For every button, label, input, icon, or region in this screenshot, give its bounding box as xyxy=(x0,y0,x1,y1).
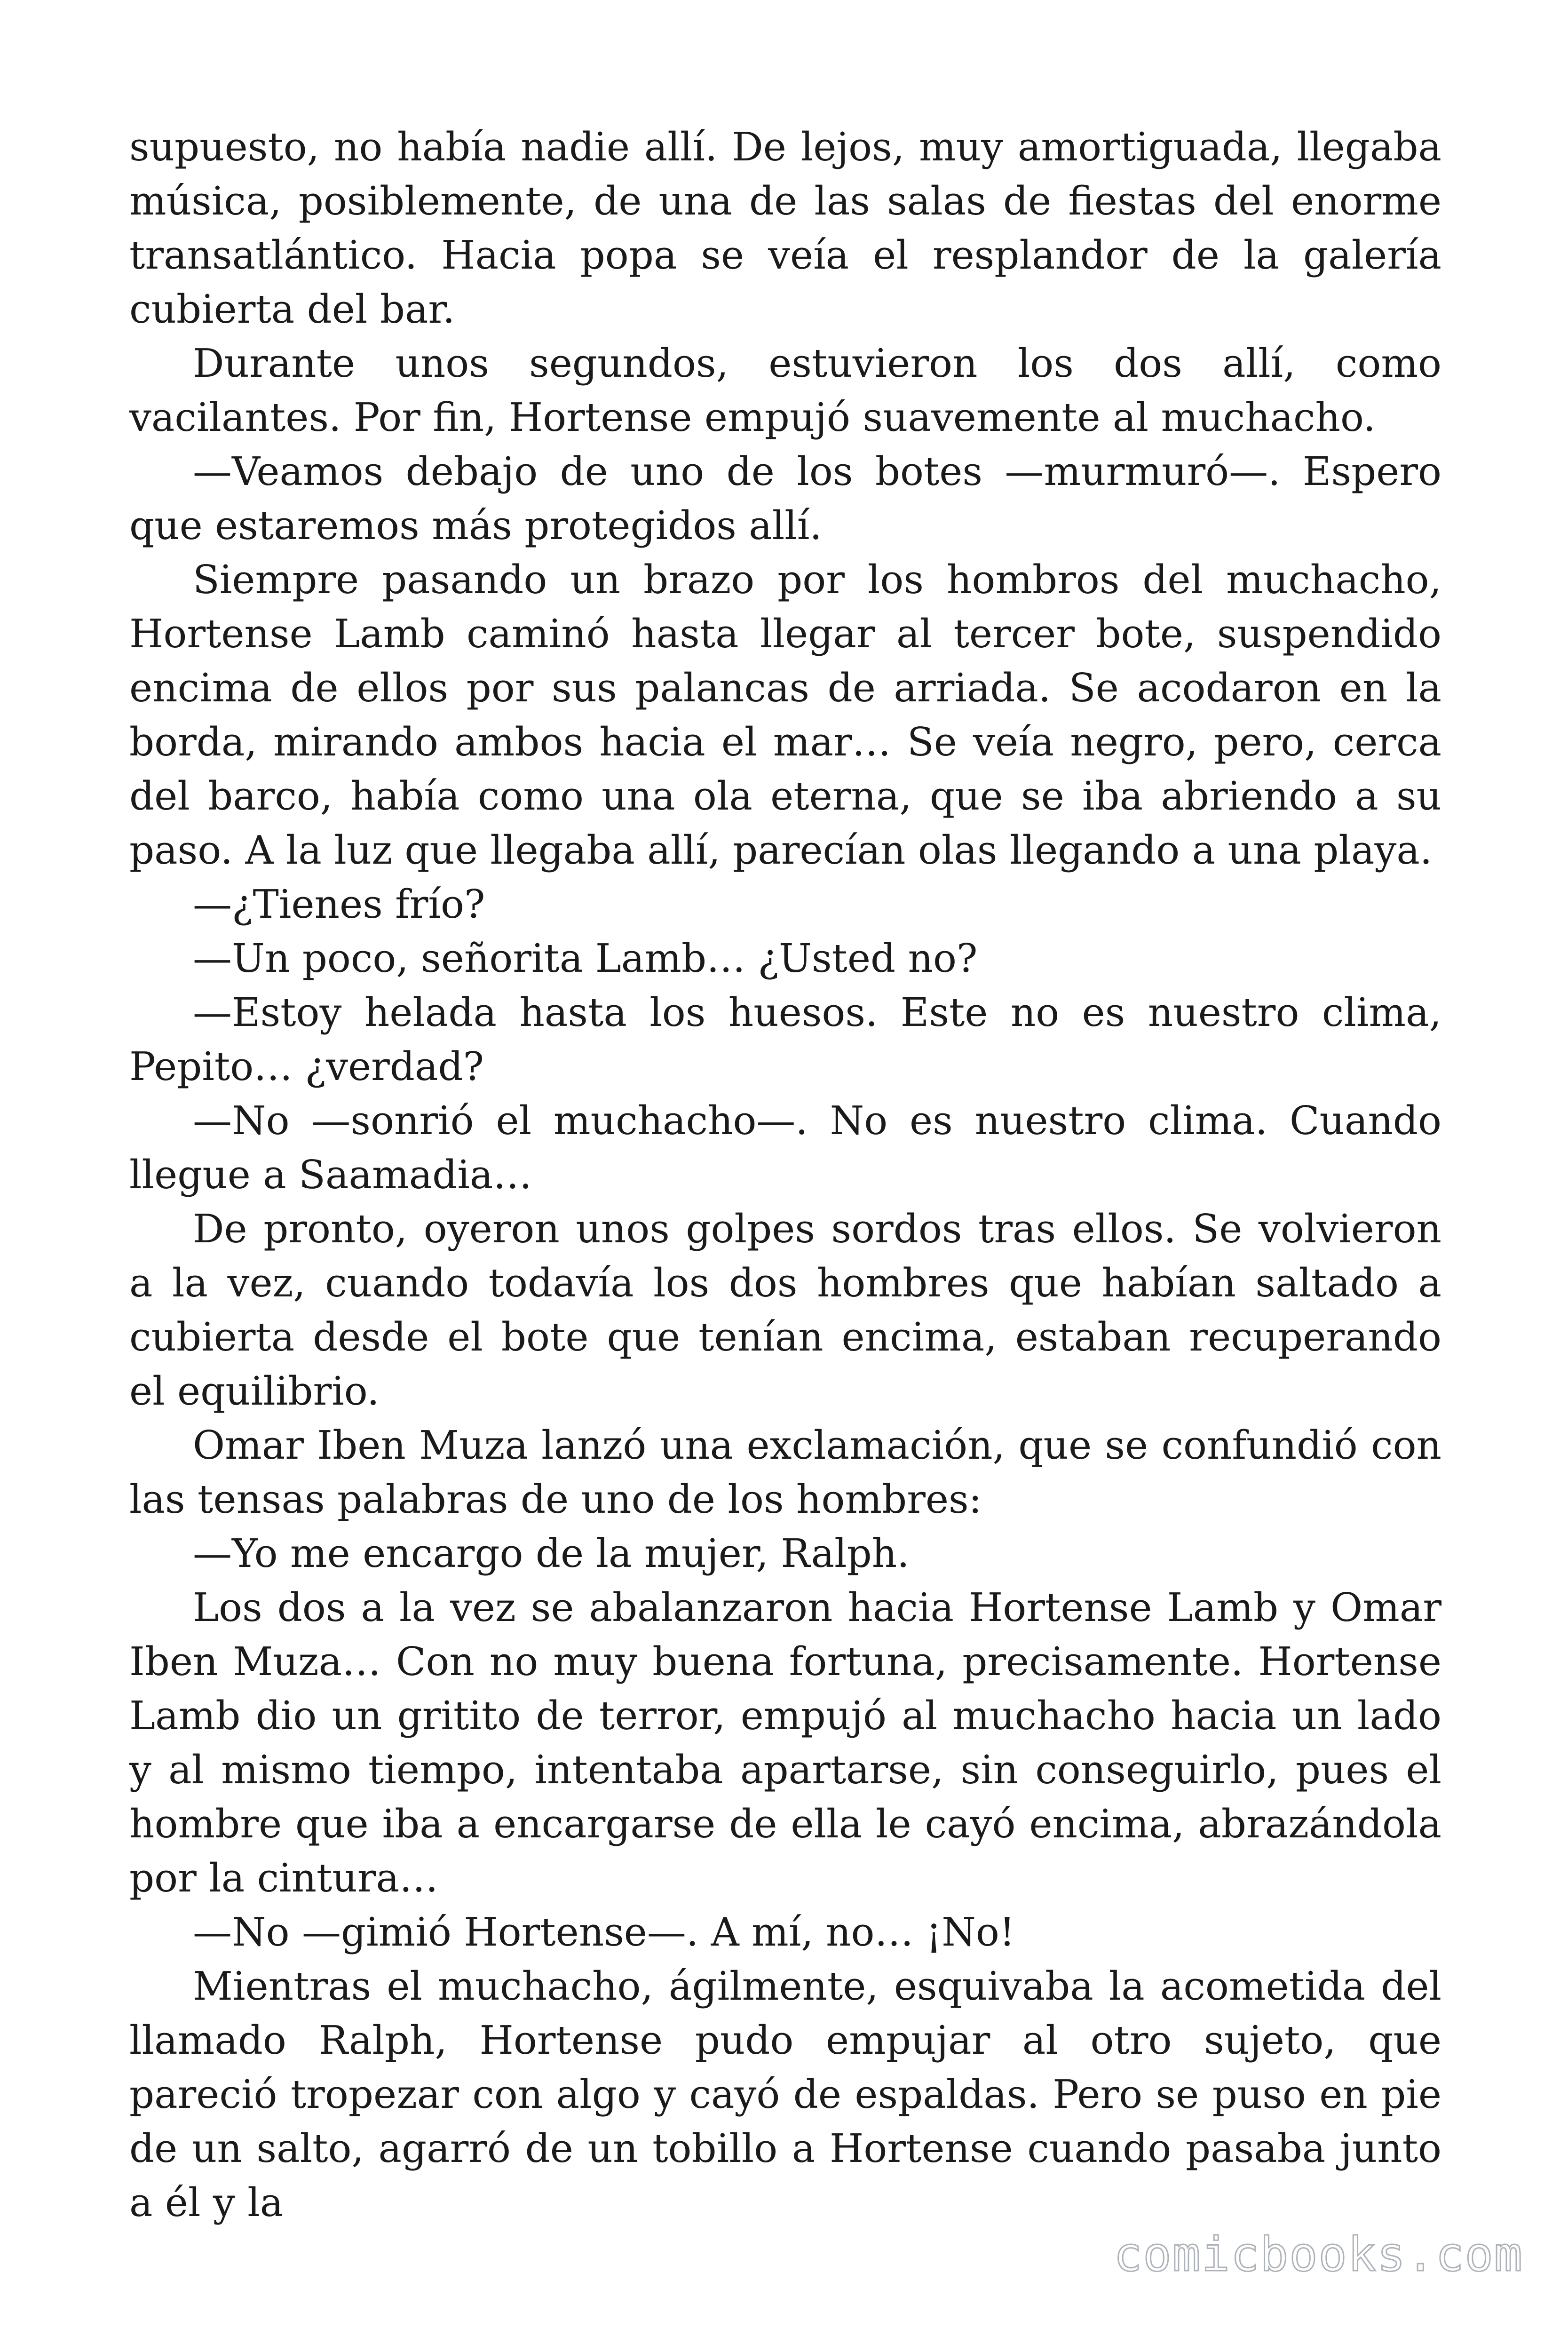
paragraph-2: Durante unos segundos, estuvieron los dos allí, como vacilantes. Por fin, Hortense empujó suavemente al muchacho. xyxy=(129,341,1441,440)
paragraph-5: —¿Tienes frío? xyxy=(193,882,485,927)
paragraph-1: supuesto, no había nadie allí. De lejos, muy amortiguada, llegaba música, posiblemente, de una de las salas de fiestas del enorme transatlántico. Hacia popa se veía el resplandor de la galería cubierta del bar. xyxy=(129,124,1441,332)
paragraph-14: Mientras el muchacho, ágilmente, esquivaba la acometida del llamado Ralph, Hortense pudo empujar al otro sujeto, que pareció tropezar con algo y cayó de espaldas. Pero se puso en pie de un salto, agarró de un tobillo a Hortense cuando pasaba junto a él y la xyxy=(129,1963,1441,2225)
page-text xyxy=(129,120,1441,2230)
paragraph-13: —No —gimió Hortense—. A mí, no… ¡No! xyxy=(193,1909,1015,1955)
watermark: comicbooks.com xyxy=(1114,2227,1523,2282)
paragraph-10: Omar Iben Muza lanzó una exclamación, que se confundió con las tensas palabras de uno de los hombres: xyxy=(129,1422,1441,1522)
paragraph-9: De pronto, oyeron unos golpes sordos tras ellos. Se volvieron a la vez, cuando todavía los dos hombres que habían saltado a cubierta desde el bote que tenían encima, estaban recuperando el equilibrio. xyxy=(129,1206,1441,1414)
paragraph-11: —Yo me encargo de la mujer, Ralph. xyxy=(193,1531,910,1576)
paragraph-4: Siempre pasando un brazo por los hombros del muchacho, Hortense Lamb caminó hasta llegar al tercer bote, suspendido encima de ellos por sus palancas de arriada. Se acodaron en la borda, mirando ambos hacia el mar… Se veía negro, pero, cerca del barco, había como una ola eterna, que se iba abriendo a su paso. A la luz que llegaba allí, parecían olas llegando a una playa. xyxy=(129,557,1441,873)
paragraph-6: —Un poco, señorita Lamb… ¿Usted no? xyxy=(193,936,978,981)
paragraph-7: —Estoy helada hasta los huesos. Este no es nuestro clima, Pepito… ¿verdad? xyxy=(129,990,1441,1089)
paragraph-12: Los dos a la vez se abalanzaron hacia Hortense Lamb y Omar Iben Muza… Con no muy buena fortuna, precisamente. Hortense Lamb dio un gritito de terror, empujó al muchacho hacia un lado y al mismo tiempo, intentaba apartarse, sin conseguirlo, pues el hombre que iba a encargarse de ella le cayó encima, abrazándola por la cintura… xyxy=(129,1585,1441,1901)
paragraph-8: —No —sonrió el muchacho—. No es nuestro clima. Cuando llegue a Saamadia… xyxy=(129,1098,1441,1198)
paragraph-3: —Veamos debajo de uno de los botes —murmuró—. Espero que estaremos más protegidos allí. xyxy=(129,449,1441,548)
